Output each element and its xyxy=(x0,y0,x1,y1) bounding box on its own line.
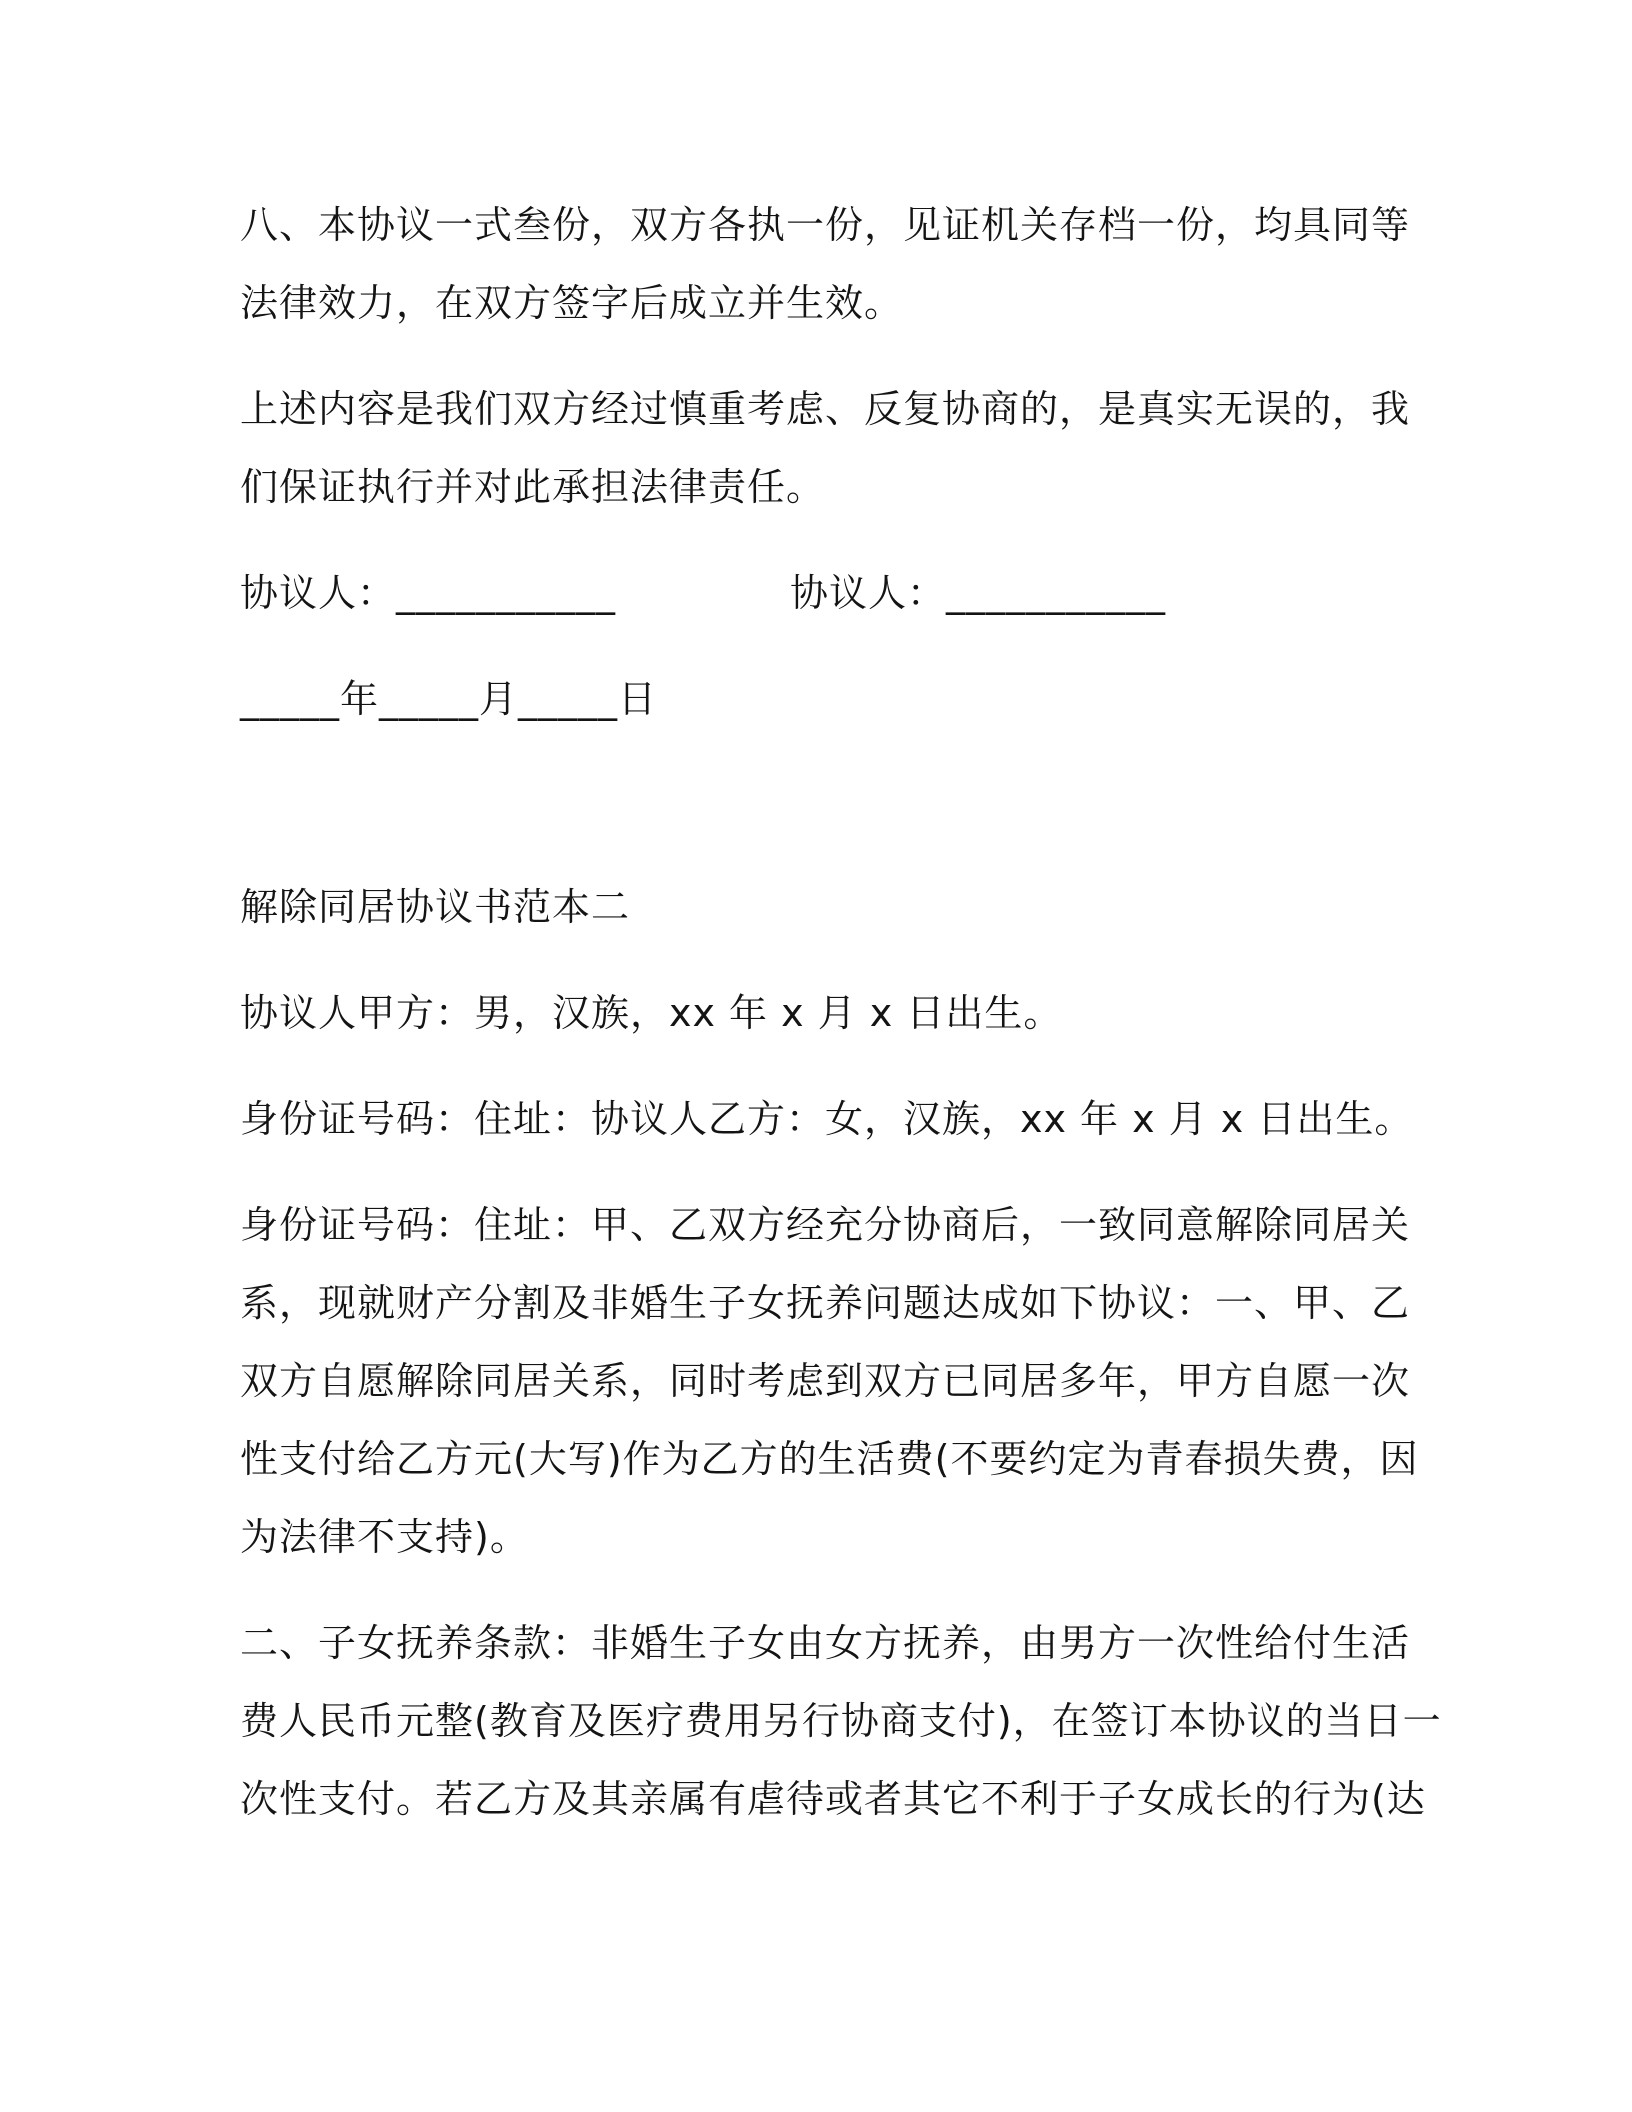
text-line: 为法律不支持)。 xyxy=(240,1515,529,1559)
text-line: 身份证号码：住址：甲、乙双方经充分协商后，一致同意解除同居关 xyxy=(240,1203,1411,1247)
date-line: _____年_____月_____日 xyxy=(240,677,658,721)
signature-left: 协议人：___________ xyxy=(240,571,617,615)
paragraph-child-custody xyxy=(240,1604,1442,1838)
text-line: 次性支付。若乙方及其亲属有虐待或者其它不利于子女成长的行为(达 xyxy=(240,1777,1426,1821)
paragraph-clause-8 xyxy=(240,186,1411,342)
section-title: 解除同居协议书范本二 xyxy=(240,885,631,929)
text-line: 系，现就财产分割及非婚生子女抚养问题达成如下协议：一、甲、乙 xyxy=(240,1281,1411,1325)
party-a-line: 协议人甲方：男，汉族，xx 年 x 月 x 日出生。 xyxy=(240,991,1063,1035)
document-body xyxy=(240,186,1442,1838)
text-line: 性支付给乙方元(大写)作为乙方的生活费(不要约定为青春损失费，因 xyxy=(240,1437,1419,1481)
text-line: 费人民币元整(教育及医疗费用另行协商支付)，在签订本协议的当日一 xyxy=(240,1699,1442,1743)
text-line: 法律效力，在双方签字后成立并生效。 xyxy=(240,281,904,325)
paragraph-statement xyxy=(240,370,1411,526)
text-line: 双方自愿解除同居关系，同时考虑到双方已同居多年，甲方自愿一次 xyxy=(240,1359,1411,1403)
text-line: 们保证执行并对此承担法律责任。 xyxy=(240,465,826,509)
id-address-line: 身份证号码：住址：协议人乙方：女，汉族，xx 年 x 月 x 日出生。 xyxy=(240,1097,1414,1141)
text-line: 二、子女抚养条款：非婚生子女由女方抚养，由男方一次性给付生活 xyxy=(240,1621,1411,1665)
paragraph-agreement xyxy=(240,1186,1419,1576)
signature-row xyxy=(240,554,1400,632)
signature-right: 协议人：___________ xyxy=(790,571,1167,615)
text-line: 上述内容是我们双方经过慎重考虑、反复协商的，是真实无误的，我 xyxy=(240,387,1411,431)
text-line: 八、本协议一式叁份，双方各执一份，见证机关存档一份，均具同等 xyxy=(240,203,1411,247)
